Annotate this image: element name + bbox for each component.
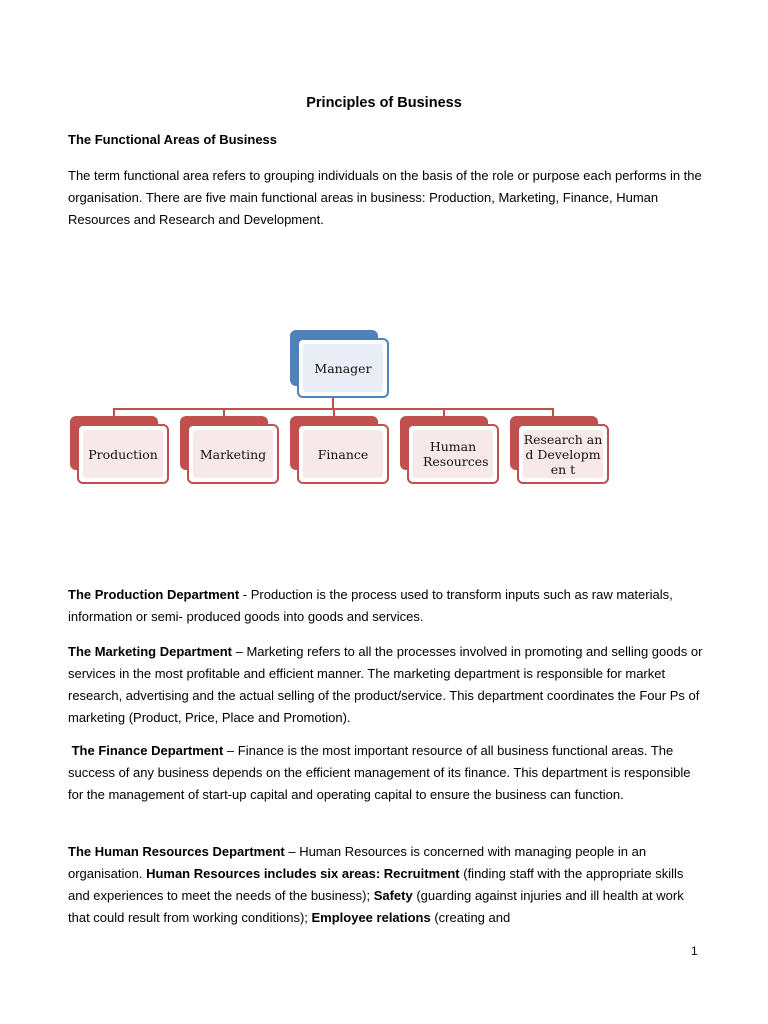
finance-paragraph bbox=[68, 740, 708, 806]
production-heading: The Production Department bbox=[68, 587, 240, 602]
hr-bold-3: Employee relations bbox=[311, 910, 431, 925]
marketing-paragraph bbox=[68, 641, 708, 729]
production-paragraph bbox=[68, 584, 708, 628]
manager-label: Manager bbox=[314, 360, 372, 376]
production-label: Production bbox=[88, 446, 158, 462]
hr-heading: The Human Resources Department bbox=[68, 844, 285, 859]
finance-heading: The Finance Department bbox=[68, 743, 224, 758]
hr-text-3: (guarding against injuries and ill health at work that could result from working conditions); bbox=[68, 888, 684, 925]
production-box bbox=[77, 424, 169, 484]
research-box bbox=[517, 424, 609, 484]
hr-bold-2: Safety bbox=[373, 888, 413, 903]
hr-text-1: – Human Resources is concerned with managing people in an organisation. bbox=[68, 844, 647, 881]
hr-text-2: (finding staff with the appropriate skills and experiences to meet the needs of the business); bbox=[68, 866, 684, 903]
marketing-text: – Marketing refers to all the processes involved in promoting and selling goods or services in the most profitable and efficient manner. The marketing department is responsible for market research, advertising and the actual selling of the product/service. This department coordinates the Four Ps of marketing (Product, Price, Place and Promotion). bbox=[68, 644, 703, 725]
section-heading: The Functional Areas of Business bbox=[68, 132, 278, 147]
page-number: 1 bbox=[691, 944, 698, 958]
marketing-heading: The Marketing Department bbox=[68, 644, 232, 659]
marketing-label: Marketing bbox=[199, 446, 267, 462]
hr-text-4: (creating and bbox=[430, 910, 511, 925]
finance-box bbox=[297, 424, 389, 484]
intro-paragraph: The term functional area refers to grouping individuals on the basis of the role or purpose each performs in the organisation. There are five main functional areas in business: Production, Marketing, Finance, Human Resources and Research and Development. bbox=[68, 168, 702, 227]
finance-text: – Finance is the most important resource of all business functional areas. The success of any business depends on the efficient management of its finance. This department is responsible for the management of start-up capital and operating capital to ensure the business can function. bbox=[68, 743, 691, 802]
manager-box bbox=[297, 338, 389, 398]
marketing-box bbox=[187, 424, 279, 484]
page-title: Principles of Business bbox=[306, 95, 462, 111]
hr-bold-1: Human Resources includes six areas: Recruitment bbox=[146, 866, 460, 881]
org-chart bbox=[0, 320, 768, 500]
human-resources-box bbox=[407, 424, 499, 484]
finance-label: Finance bbox=[317, 446, 369, 462]
hr-paragraph bbox=[68, 841, 708, 929]
production-text: - Production is the process used to transform inputs such as raw materials, information or semi- produced goods into goods and services. bbox=[68, 587, 673, 624]
human-resources-label: Human Resources bbox=[423, 439, 489, 469]
research-label: Research and Developmen t bbox=[523, 431, 603, 477]
